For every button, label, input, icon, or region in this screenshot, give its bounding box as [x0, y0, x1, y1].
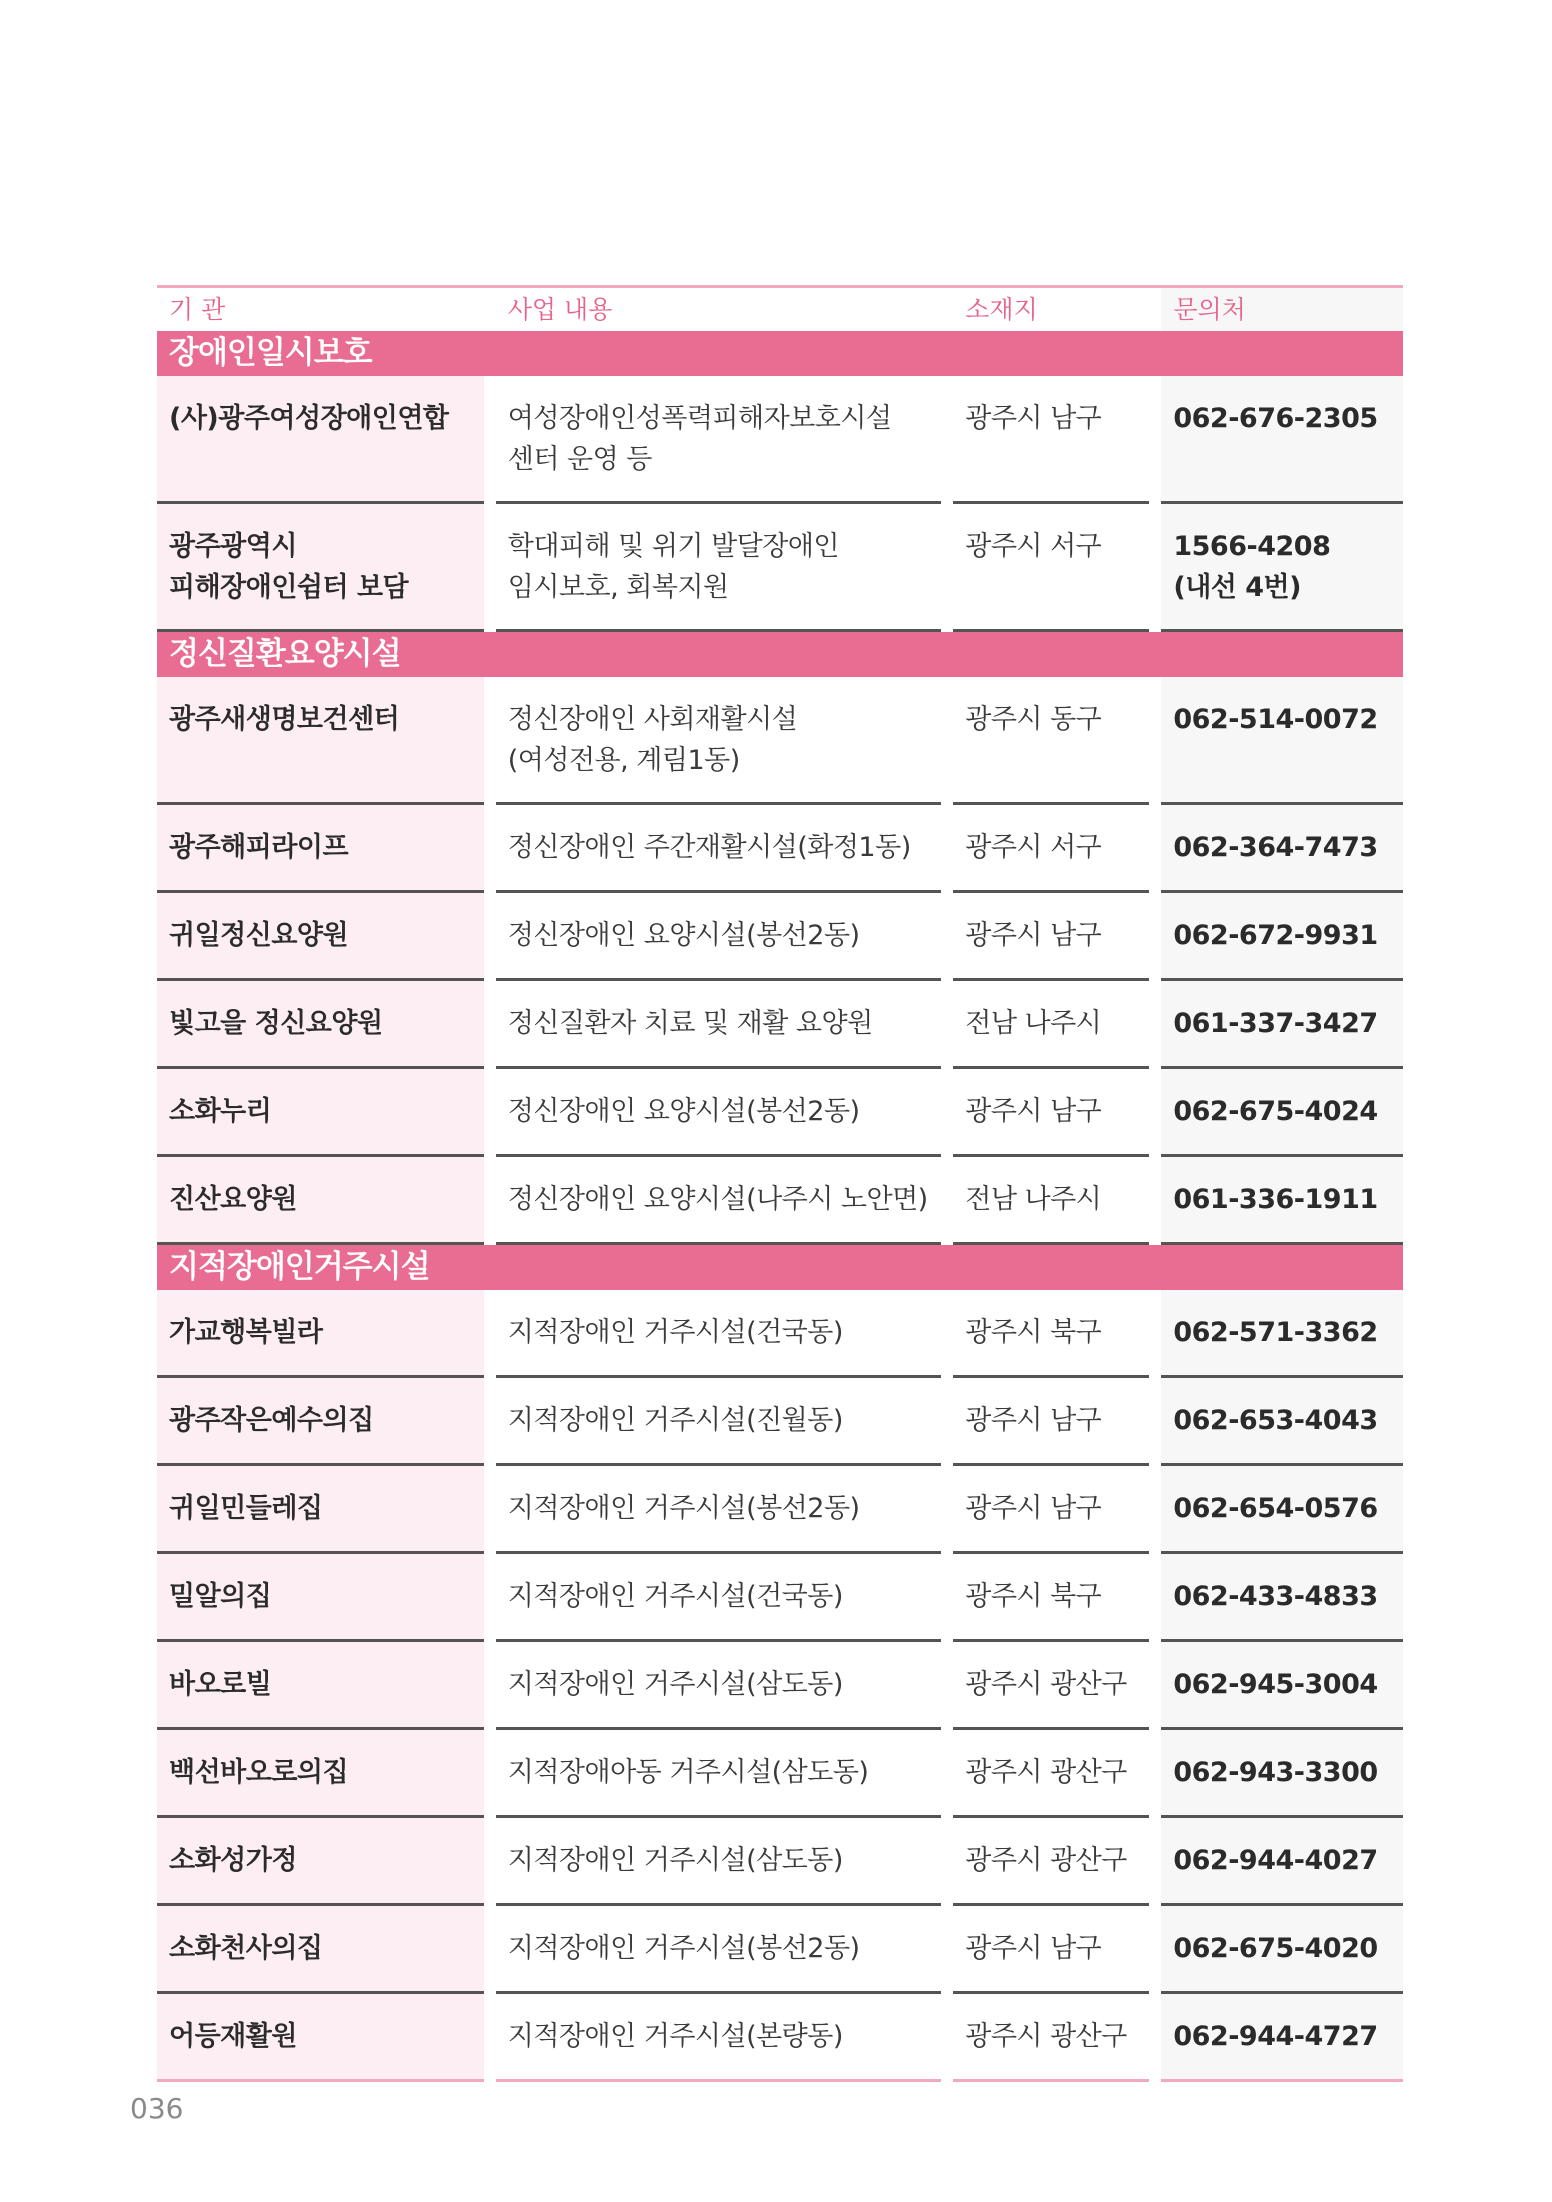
- location: 전남 나주시: [953, 981, 1149, 1069]
- service-description: 지적장애인 거주시설(진월동): [496, 1378, 942, 1466]
- institution-name: 진산요양원: [157, 1157, 484, 1245]
- table-row: [157, 1466, 1403, 1554]
- table-header: [157, 288, 1403, 331]
- service-description: 지적장애아동 거주시설(삼도동): [496, 1730, 942, 1818]
- service-description: 지적장애인 거주시설(건국동): [496, 1290, 942, 1378]
- contact-phone: 062-676-2305: [1161, 376, 1403, 504]
- location: 광주시 서구: [953, 504, 1149, 632]
- table-row: [157, 1906, 1403, 1994]
- institution-name: 광주새생명보건센터: [157, 677, 484, 805]
- contact-phone: 062-944-4027: [1161, 1818, 1403, 1906]
- table-row: [157, 893, 1403, 981]
- location: 광주시 남구: [953, 1906, 1149, 1994]
- table-row: [157, 1994, 1403, 2082]
- institution-name: 귀일민들레집: [157, 1466, 484, 1554]
- service-description: 정신장애인 요양시설(나주시 노안면): [496, 1157, 942, 1245]
- institution-name: 가교행복빌라: [157, 1290, 484, 1378]
- institution-name: 밀알의집: [157, 1554, 484, 1642]
- service-description: 정신장애인 요양시설(봉선2동): [496, 893, 942, 981]
- institution-name: 소화누리: [157, 1069, 484, 1157]
- service-description: 지적장애인 거주시설(삼도동): [496, 1642, 942, 1730]
- section-header: 지적장애인거주시설: [157, 1245, 1403, 1290]
- location: 광주시 서구: [953, 805, 1149, 893]
- service-description: 지적장애인 거주시설(봉선2동): [496, 1906, 942, 1994]
- location: 광주시 광산구: [953, 1818, 1149, 1906]
- location: 전남 나주시: [953, 1157, 1149, 1245]
- header-service: 사업 내용: [507, 295, 613, 324]
- header-contact: 문의처: [1161, 288, 1403, 331]
- contact-phone: 062-654-0576: [1161, 1466, 1403, 1554]
- location: 광주시 남구: [953, 1378, 1149, 1466]
- service-description: 정신장애인 사회재활시설 (여성전용, 계림1동): [496, 677, 942, 805]
- header-institution: 기 관: [169, 295, 226, 324]
- institution-name: 소화성가정: [157, 1818, 484, 1906]
- table-row: [157, 1818, 1403, 1906]
- table-body: [157, 331, 1403, 2082]
- service-description: 지적장애인 거주시설(봉선2동): [496, 1466, 942, 1554]
- location: 광주시 남구: [953, 376, 1149, 504]
- location: 광주시 동구: [953, 677, 1149, 805]
- contact-phone: 062-433-4833: [1161, 1554, 1403, 1642]
- institution-name: 어등재활원: [157, 1994, 484, 2082]
- table-row: [157, 1642, 1403, 1730]
- header-location: 소재지: [965, 295, 1038, 324]
- contact-phone: 062-675-4024: [1161, 1069, 1403, 1157]
- table-row: [157, 1069, 1403, 1157]
- contact-phone: 062-653-4043: [1161, 1378, 1403, 1466]
- contact-phone: 062-944-4727: [1161, 1994, 1403, 2082]
- table-row: [157, 1554, 1403, 1642]
- service-description: 지적장애인 거주시설(건국동): [496, 1554, 942, 1642]
- contact-phone: 062-364-7473: [1161, 805, 1403, 893]
- contact-phone: 062-675-4020: [1161, 1906, 1403, 1994]
- institution-name: 백선바오로의집: [157, 1730, 484, 1818]
- contact-phone: 062-945-3004: [1161, 1642, 1403, 1730]
- location: 광주시 북구: [953, 1290, 1149, 1378]
- table-row: [157, 677, 1403, 805]
- location: 광주시 광산구: [953, 1642, 1149, 1730]
- table-row: [157, 981, 1403, 1069]
- service-description: 정신질환자 치료 및 재활 요양원: [496, 981, 942, 1069]
- institution-name: 빛고을 정신요양원: [157, 981, 484, 1069]
- contact-phone: 1566-4208 (내선 4번): [1161, 504, 1403, 632]
- institution-name: 광주광역시 피해장애인쉼터 보담: [157, 504, 484, 632]
- contact-phone: 062-672-9931: [1161, 893, 1403, 981]
- table-row: [157, 1290, 1403, 1378]
- table-row: [157, 1157, 1403, 1245]
- table-row: [157, 376, 1403, 504]
- contact-phone: 062-943-3300: [1161, 1730, 1403, 1818]
- service-description: 학대피해 및 위기 발달장애인 임시보호, 회복지원: [496, 504, 942, 632]
- table-row: [157, 504, 1403, 632]
- institution-name: 광주해피라이프: [157, 805, 484, 893]
- institution-name: 광주작은예수의집: [157, 1378, 484, 1466]
- location: 광주시 남구: [953, 1069, 1149, 1157]
- table-row: [157, 1730, 1403, 1818]
- location: 광주시 남구: [953, 893, 1149, 981]
- section-header: 장애인일시보호: [157, 331, 1403, 376]
- section-header: 정신질환요양시설: [157, 632, 1403, 677]
- table-row: [157, 1378, 1403, 1466]
- service-description: 정신장애인 요양시설(봉선2동): [496, 1069, 942, 1157]
- institution-name: 귀일정신요양원: [157, 893, 484, 981]
- table-row: [157, 805, 1403, 893]
- contact-phone: 061-336-1911: [1161, 1157, 1403, 1245]
- location: 광주시 광산구: [953, 1994, 1149, 2082]
- service-description: 여성장애인성폭력피해자보호시설 센터 운영 등: [496, 376, 942, 504]
- contact-phone: 062-571-3362: [1161, 1290, 1403, 1378]
- institution-name: (사)광주여성장애인연합: [157, 376, 484, 504]
- service-description: 정신장애인 주간재활시설(화정1동): [496, 805, 942, 893]
- contact-phone: 061-337-3427: [1161, 981, 1403, 1069]
- page-number: 036: [130, 2092, 184, 2125]
- location: 광주시 광산구: [953, 1730, 1149, 1818]
- service-description: 지적장애인 거주시설(삼도동): [496, 1818, 942, 1906]
- location: 광주시 북구: [953, 1554, 1149, 1642]
- location: 광주시 남구: [953, 1466, 1149, 1554]
- institution-name: 바오로빌: [157, 1642, 484, 1730]
- contact-phone: 062-514-0072: [1161, 677, 1403, 805]
- service-description: 지적장애인 거주시설(본량동): [496, 1994, 942, 2082]
- facility-table: [157, 285, 1403, 2082]
- institution-name: 소화천사의집: [157, 1906, 484, 1994]
